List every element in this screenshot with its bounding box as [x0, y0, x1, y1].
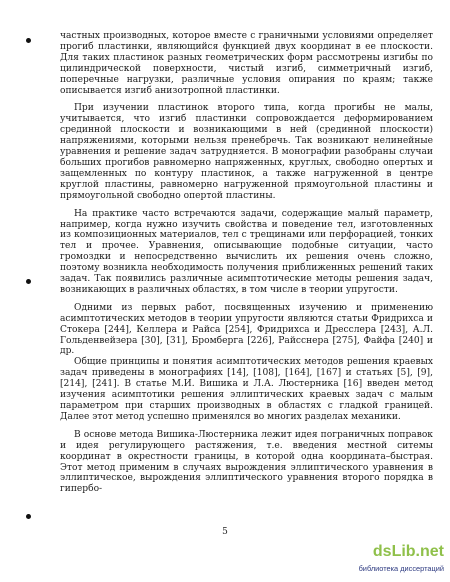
page-text	[60, 31, 433, 495]
page-number: 5	[222, 527, 228, 537]
margin-dot-bottom	[26, 514, 31, 519]
watermark-logo: dsLib.net	[372, 543, 444, 560]
paragraph-2: При изучении пластинок второго типа, когда прогибы не малы, учитывается, что изгиб пластинки сопровождается деформированием срединной плоскости и возникающими в ней (срединной плоскости) напряжениями, которыми нельзя пренебречь. Так возникают нелинейные уравнения и решение задач затрудняется. В монографии разобраны случаи больших прогибов равномерно напряженных, круглых, свободно опертых и защемленных по контуру пластинок, а также нагруженной в центре круглой пластины, равномерно нагруженной прямоугольной пластины и прямоугольной свободно опертой пластины.	[60, 103, 433, 201]
paragraph-6: В основе метода Вишика-Люстерника лежит идея пограничных поправок и идея регулирующего растяжения, т.е. введения местной ситемы координат в окрестности границы, в которой одна координата–быстрая. Этот метод применим в случаях вырождения эллиптического уравнения в эллиптическое, вырождения эллиптического уравнения второго порядка в гипербо-	[60, 429, 433, 495]
paragraph-3: На практике часто встречаются задачи, содержащие малый параметр, например, когда нужно изучить свойства и поведение тел, изготовленных из композиционных материалов, тел с трещинами или перфорацией, тонких тел и прочее. Уравнения, описывающие подобные ситуации, часто громоздки и непосредственно вычислить их решения очень сложно, поэтому возникла необходимость получения приближенных решений таких задач. Так появились различные асимптотические методы решения задач, возникающих в различных областях, в том числе в теории упругости.	[60, 208, 433, 295]
watermark-subtitle: библиотека диссертаций	[358, 564, 444, 573]
margin-dot-middle	[26, 279, 31, 284]
margin-dot-top	[26, 38, 31, 43]
paragraph-5: Общие принципы и понятия асимптотических методов решения краевых задач приведены в монографиях [14], [108], [164], [167] и статьях [5], [9], [214], [241]. В статье М.И. Вишика и Л.А. Люстерника [16] введен метод изучения асимптотики решения эллиптических краевых задач с малым параметром при старших производных в областях с гладкой границей. Далее этот метод успешно применялся во многих разделах механики.	[60, 357, 433, 422]
watermark	[352, 543, 448, 579]
paragraph-4: Одними из первых работ, посвященных изучению и применению асимптотических методов в теории упругости являются статьи Фридрихса и Стокера [244], Келлера и Райса [254], Фридрихса и Дресслера [243], А.Л. Гольденвейзера [30], [31], Бромберга [226], Райсснера [275], Файфа [240] и др.	[60, 302, 433, 357]
paragraph-1: частных производных, которое вместе с граничными условиями определяет прогиб пластинки, являющийся функцией двух координат в ее плоскости. Для таких пластинок разных геометрических форм рассмотрены изгибы по цилиндрической поверхности, чистый изгиб, симметричный изгиб, поперечные нагрузки, различные условия опирания по краям; также описывается изгиб анизотропной пластинки.	[60, 31, 433, 96]
